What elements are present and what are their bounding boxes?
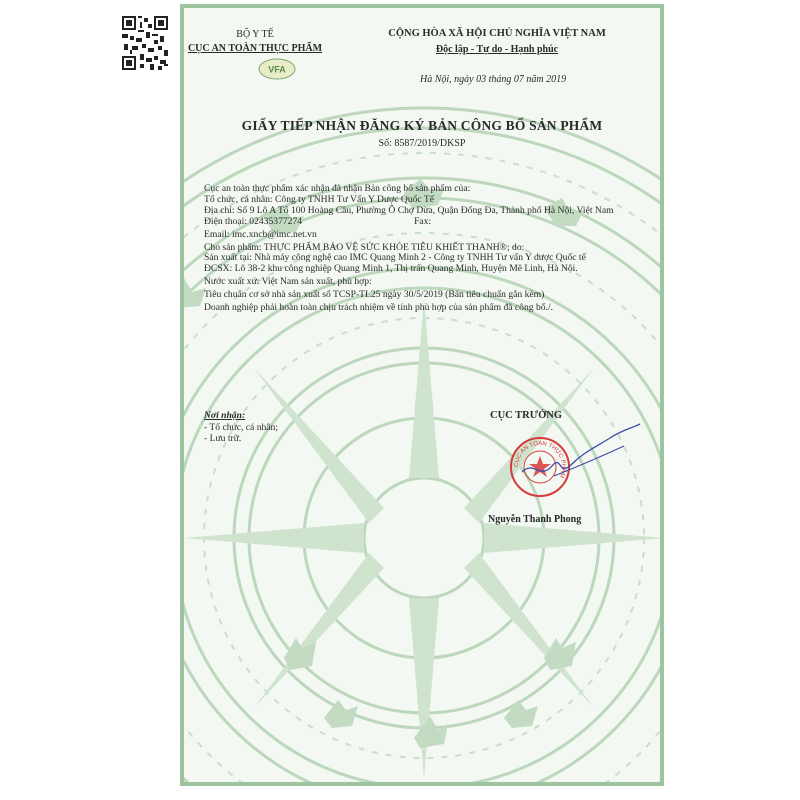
recipient-item: - Tổ chức, cá nhân; xyxy=(204,421,279,433)
producer-line: Sản xuất tại: Nhà máy công nghệ cao IMC Quang Minh 2 - Công ty TNHH Tư vấn Y dược Quốc tế xyxy=(204,252,586,264)
phone: Điện thoại: 02435377274 xyxy=(204,215,303,227)
qr-code xyxy=(122,16,168,70)
origin-line: Nước xuất xứ: Việt Nam sản xuất, phù hợp: xyxy=(204,276,372,288)
document-title: GIẤY TIẾP NHẬN ĐĂNG KÝ BẢN CÔNG BỐ SẢN PHẨM xyxy=(241,118,603,133)
signatory-name: Nguyễn Thanh Phong xyxy=(488,514,582,525)
national-motto: Độc lập - Tự do - Hạnh phúc xyxy=(435,44,559,55)
factory-address-line: ĐCSX: Lô 38-2 khu công nghiệp Quang Minh 1, Thị trấn Quang Minh, Huyện Mê Linh, Hà Nội. xyxy=(204,263,578,275)
product-line: Cho sản phẩm: THỰC PHẨM BẢO VỆ SỨC KHỎE TIÊU KHIẾT THANH®; do: xyxy=(204,241,525,253)
intro-line: Cục an toàn thực phẩm xác nhận đã nhận Bản công bố sản phẩm của: xyxy=(204,183,471,194)
signatory-title: CỤC TRƯỞNG xyxy=(490,410,563,421)
recipients-heading: Nơi nhận: xyxy=(204,410,246,421)
vfa-logo xyxy=(258,58,296,80)
recipients xyxy=(204,410,278,445)
document-number: Số: 8587/2019/DKSP xyxy=(378,138,466,149)
email-line: Email: imc.xncb@imc.net.vn xyxy=(204,228,317,240)
certificate-document xyxy=(180,4,664,786)
logo-text: VFA xyxy=(268,64,286,75)
fax: Fax: xyxy=(414,215,432,227)
department-name: CỤC AN TOÀN THỰC PHẨM xyxy=(187,43,323,54)
ministry-name: BỘ Y TẾ xyxy=(236,29,274,40)
stamp-text: CỤC AN TOÀN THỰC PHẨM xyxy=(513,440,567,479)
standard-line: Tiêu chuẩn cơ sở nhà sản xuất số TCSP-TL25 ngày 30/5/2019 (Bản tiêu chuẩn gắn kèm) xyxy=(204,289,545,301)
responsibility-line: Doanh nghiệp phải hoàn toàn chịu trách nhiệm về tính phù hợp của sản phẩm đã công bố./. xyxy=(204,302,554,314)
document-body xyxy=(204,184,634,314)
country-name: CỘNG HÒA XÃ HỘI CHỦ NGHĨA VIỆT NAM xyxy=(388,28,606,39)
phone-fax-line xyxy=(204,217,634,228)
recipient-item: - Lưu trữ. xyxy=(204,433,242,444)
handwritten-signature xyxy=(514,420,644,490)
address-line: Địa chỉ: Số 9 Lô A Tổ 100 Hoàng Cầu, Phường Ô Chợ Dừa, Quận Đống Đa, Thành phố Hà Nội, Việt Nam xyxy=(204,204,614,216)
organization-line: Tổ chức, cá nhân: Công ty TNHH Tư Vấn Y Dược Quốc Tế xyxy=(204,193,435,205)
issue-date: Hà Nội, ngày 03 tháng 07 năm 2019 xyxy=(420,74,567,85)
